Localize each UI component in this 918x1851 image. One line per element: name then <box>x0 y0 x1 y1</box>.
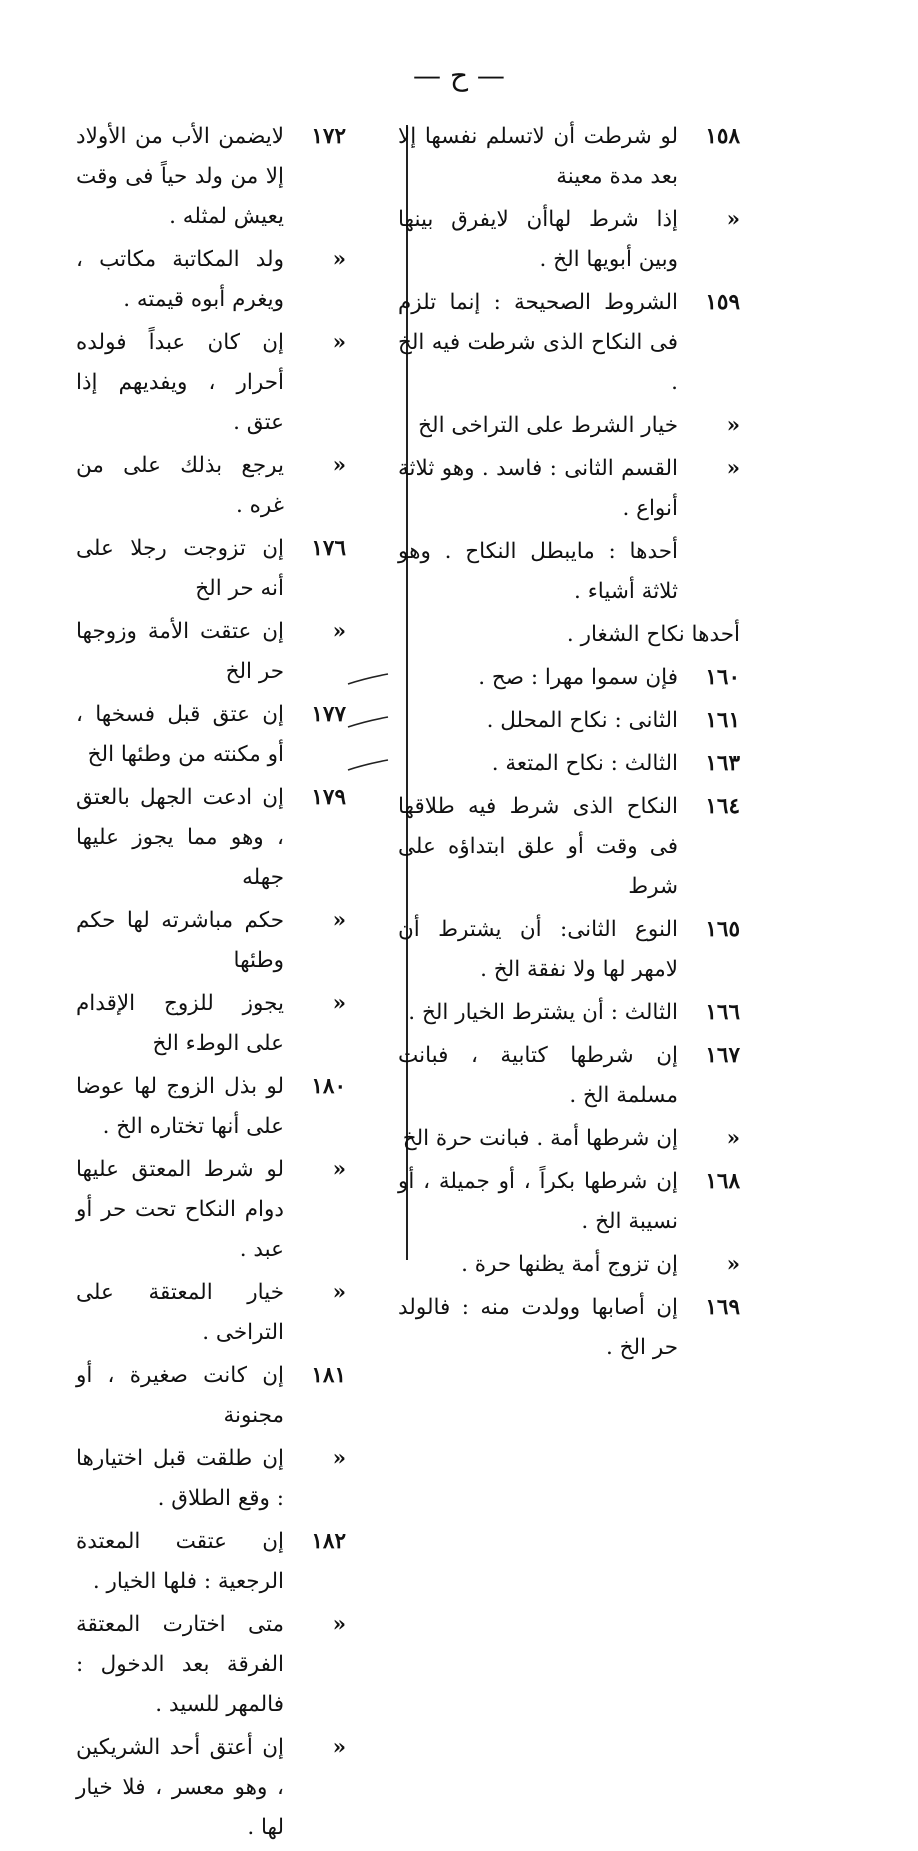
entry-text: إن عتقت المعتدة الرجعية : فلها الخيار . <box>76 1529 284 1594</box>
index-entry <box>76 1439 346 1519</box>
index-entry <box>76 984 346 1064</box>
entry-text: فإن سموا مهرا : صح . <box>478 665 678 690</box>
entry-number: « <box>726 207 740 232</box>
entry-number: ١٧٧ <box>311 702 346 727</box>
entry-number: ١٧٦ <box>311 536 346 561</box>
index-entry <box>76 240 346 320</box>
entry-number: « <box>332 619 346 644</box>
entry-text: لو بذل الزوج لها عوضا على أنها تختاره الخ . <box>76 1074 284 1139</box>
entry-number: « <box>726 456 740 481</box>
entry-number: ١٥٨ <box>705 124 740 149</box>
index-entry <box>76 446 346 526</box>
index-entry <box>398 615 740 655</box>
entry-number: ١٥٩ <box>705 290 740 315</box>
index-entry <box>76 1522 346 1602</box>
entry-number: « <box>726 1252 740 1277</box>
entry-text: إن عتق قبل فسخها ، أو مكنته من وطئها الخ <box>76 702 284 767</box>
index-entry <box>398 532 740 612</box>
entry-number: ١٧٢ <box>311 124 346 149</box>
index-entry <box>398 701 740 741</box>
entry-text: يرجع بذلك على من غره . <box>76 453 284 518</box>
entry-number: « <box>332 1157 346 1182</box>
index-entry <box>76 1356 346 1436</box>
entry-number: « <box>332 247 346 272</box>
index-entry <box>76 1605 346 1725</box>
left-column <box>76 117 346 1851</box>
index-entry <box>398 117 740 197</box>
entry-text: أحدها نكاح الشغار . <box>566 622 740 647</box>
entry-number: « <box>332 1612 346 1637</box>
entry-number: « <box>332 1446 346 1471</box>
entry-number: ١٧٩ <box>311 785 346 810</box>
entry-text: النوع الثانى: أن يشترط أن لامهر لها ولا نفقة الخ . <box>398 917 678 982</box>
entry-number: « <box>332 330 346 355</box>
entry-text: خيار الشرط على التراخى الخ <box>418 413 678 438</box>
entry-text: إن شرطها كتابية ، فبانت مسلمة الخ . <box>398 1043 678 1108</box>
index-entry <box>76 695 346 775</box>
index-entry <box>76 529 346 609</box>
entry-number: « <box>726 1126 740 1151</box>
entry-text: متى اختارت المعتقة الفرقة بعد الدخول : فالمهر للسيد . <box>76 1612 284 1717</box>
index-entry <box>398 200 740 280</box>
entry-text: أحدها : مايبطل النكاح . وهو ثلاثة أشياء . <box>398 539 678 604</box>
index-entry <box>76 1067 346 1147</box>
index-entry <box>76 1150 346 1270</box>
entry-text: إن طلقت قبل اختيارها : وقع الطلاق . <box>76 1446 284 1511</box>
right-column <box>398 117 740 1371</box>
index-entry <box>398 1288 740 1368</box>
entry-number: ١٨٢ <box>311 1529 346 1554</box>
index-entry <box>398 1162 740 1242</box>
entry-text: إن عتقت الأمة وزوجها حر الخ <box>76 619 284 684</box>
index-entry <box>76 1273 346 1353</box>
entry-number: ١٦٣ <box>705 751 740 776</box>
entry-text: لايضمن الأب من الأولاد إلا من ولد حياً فى وقت يعيش لمثله . <box>76 124 284 229</box>
entry-text: لو شرطت أن لاتسلم نفسها إلا بعد مدة معينة <box>398 124 678 189</box>
entry-text: إن كانت صغيرة ، أو مجنونة <box>76 1363 284 1428</box>
entry-number: ١٨١ <box>311 1363 346 1388</box>
handwritten-mark-icon <box>346 758 390 772</box>
index-entry <box>76 323 346 443</box>
entry-text: إن شرطها بكراً ، أو جميلة ، أو نسيبة الخ . <box>398 1169 678 1234</box>
entry-text: إن كان عبداً فولده أحرار ، ويفديهم إذا عتق . <box>76 330 284 435</box>
handwritten-mark-icon <box>346 715 390 729</box>
entry-number: ١٦٠ <box>705 665 740 690</box>
entry-number: ١٦١ <box>705 708 740 733</box>
entry-number: ١٦٤ <box>705 794 740 819</box>
entry-number: ١٦٦ <box>705 1000 740 1025</box>
entry-text: يجوز للزوج الإقدام على الوطء الخ <box>76 991 284 1056</box>
index-entry <box>76 1728 346 1848</box>
index-entry <box>398 406 740 446</box>
index-entry <box>76 901 346 981</box>
entry-text: حكم مباشرته لها حكم وطئها <box>76 908 284 973</box>
entry-number: ١٨٠ <box>311 1074 346 1099</box>
entry-number: ١٦٥ <box>705 917 740 942</box>
entry-number: « <box>332 1280 346 1305</box>
entry-number: « <box>332 1735 346 1760</box>
index-entry <box>398 658 740 698</box>
page-number: — ح — <box>413 59 505 92</box>
index-entry <box>398 1036 740 1116</box>
entry-number: ١٦٨ <box>705 1169 740 1194</box>
index-entry <box>398 283 740 403</box>
page-number-letter: ح <box>449 59 469 92</box>
entry-text: القسم الثانى : فاسد . وهو ثلاثة أنواع . <box>398 456 678 521</box>
index-entry <box>398 1119 740 1159</box>
index-entry <box>398 1245 740 1285</box>
index-entry <box>76 117 346 237</box>
entry-text: إذا شرط لهاأن لايفرق بينها وبين أبويها الخ . <box>398 207 678 272</box>
index-entry <box>398 910 740 990</box>
entry-text: إن تزوج أمة يظنها حرة . <box>461 1252 678 1277</box>
entry-number: ١٦٩ <box>705 1295 740 1320</box>
entry-text: إن شرطها أمة . فبانت حرة الخ <box>402 1126 678 1151</box>
handwritten-mark-icon <box>346 672 390 686</box>
entry-text: إن ادعت الجهل بالعتق ، وهو مما يجوز عليها جهله <box>76 785 284 890</box>
entry-number: « <box>726 413 740 438</box>
index-entry <box>398 993 740 1033</box>
index-entry <box>398 449 740 529</box>
entry-text: الثالث : أن يشترط الخيار الخ . <box>408 1000 678 1025</box>
entry-number: « <box>332 991 346 1016</box>
entry-text: الثانى : نكاح المحلل . <box>486 708 678 733</box>
entry-text: لو شرط المعتق عليها دوام النكاح تحت حر أو عبد . <box>76 1157 284 1262</box>
entry-text: الشروط الصحيحة : إنما تلزم فى النكاح الذى شرطت فيه الخ . <box>398 290 678 395</box>
entry-number: « <box>332 453 346 478</box>
entry-text: إن أصابها وولدت منه : فالولد حر الخ . <box>398 1295 678 1360</box>
entry-text: ولد المكاتبة مكاتب ، ويغرم أبوه قيمته . <box>76 247 284 312</box>
index-entry <box>398 787 740 907</box>
entry-text: الثالث : نكاح المتعة . <box>491 751 678 776</box>
entry-number: « <box>332 908 346 933</box>
entry-number: ١٦٧ <box>705 1043 740 1068</box>
index-entry <box>76 612 346 692</box>
entry-text: إن تزوجت رجلا على أنه حر الخ <box>76 536 284 601</box>
index-entry <box>76 778 346 898</box>
entry-text: النكاح الذى شرط فيه طلاقها فى وقت أو علق ابتداؤه على شرط <box>398 794 678 899</box>
entry-text: إن أعتق أحد الشريكين ، وهو معسر ، فلا خيار لها . <box>76 1735 284 1840</box>
entry-text: خيار المعتقة على التراخى . <box>76 1280 284 1345</box>
index-entry <box>398 744 740 784</box>
